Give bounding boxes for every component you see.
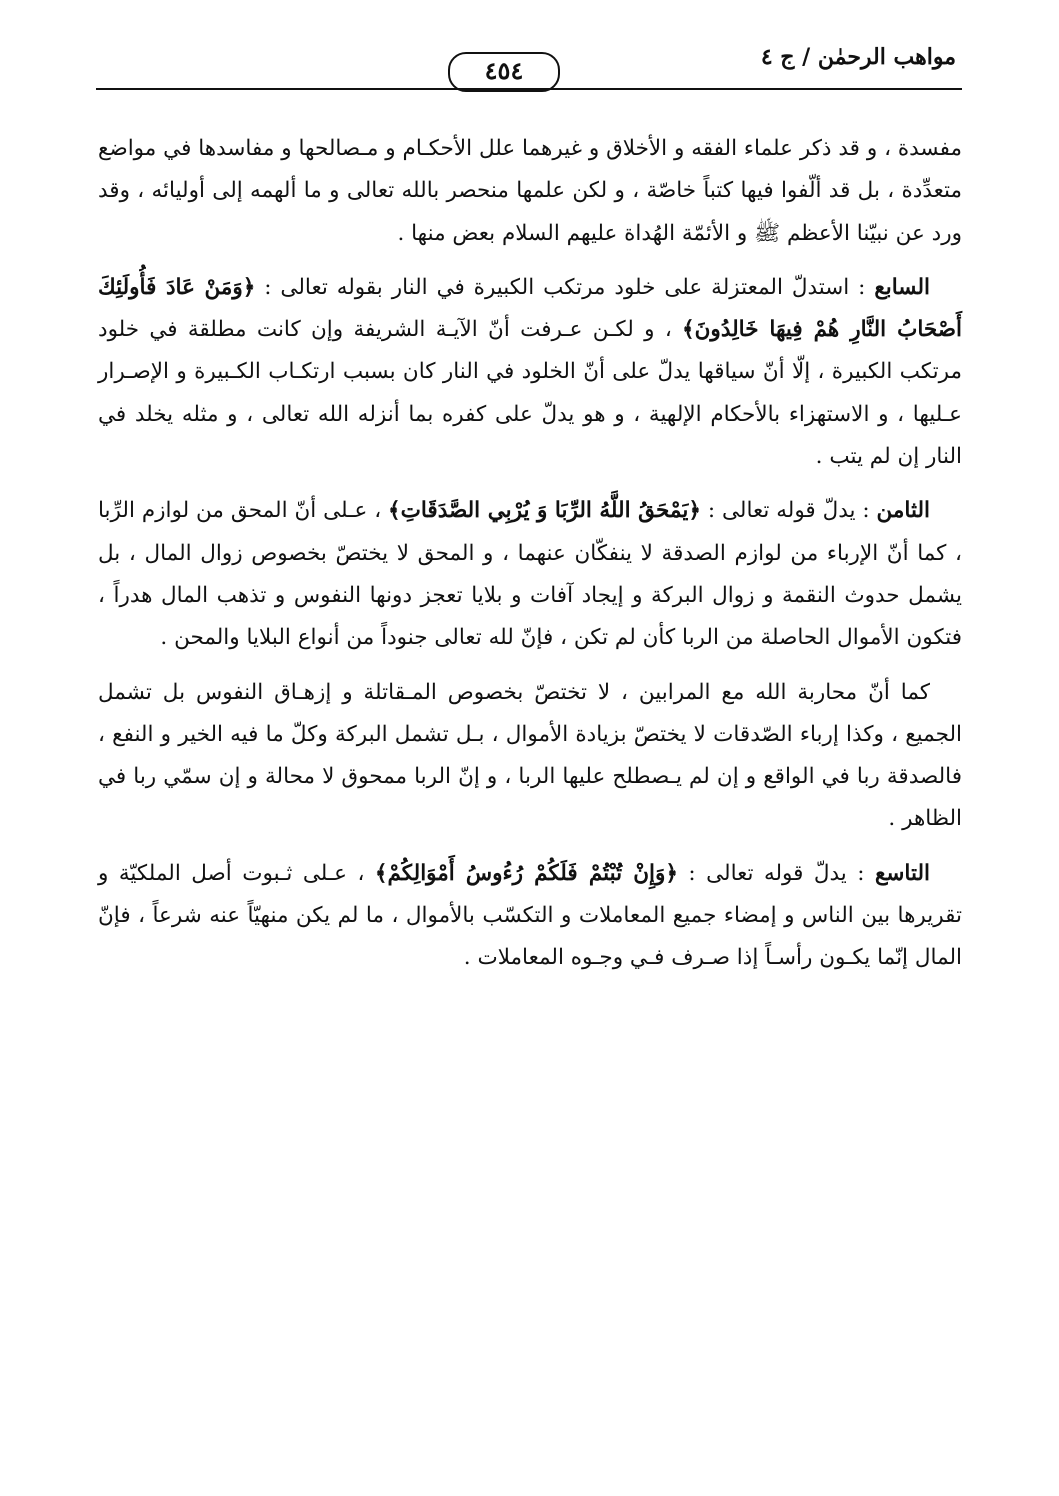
page-body: [98, 128, 962, 980]
paragraph-text: مفسدة ، و قد ذكر علماء الفقه و الأخلاق و غيرهما علل الأحكـام و مـصالحها و مفاسدها في مواضع متعدِّدة ، بل قد ألّفوا فيها كتباً خاصّة ، و لكن علمها منحصر بالله تعالى و ما ألهمه إلى أوليائه ، وقد ورد عن نبيّنا الأعظم ﷺ و الأئمّة الهُداة عليهم السلام بعض منها .: [98, 136, 962, 246]
section-term-seventh: السابع: [874, 274, 931, 300]
paragraph-intro: [98, 128, 962, 255]
section-term-eighth: الثامن: [876, 498, 930, 524]
section-term-ninth: التاسع: [874, 860, 930, 886]
quran-verse: ﴿وَمَنْ عَادَ فَأُولَئِكَ أَصْحَابُ النَّارِ هُمْ فِيهَا خَالِدُونَ﴾: [98, 274, 962, 343]
paragraph-text: : استدلّ المعتزلة على خلود مرتكب الكبيرة في النار بقوله تعالى :: [255, 274, 875, 300]
quran-verse: ﴿وَإِنْ تُبْتُمْ فَلَكُمْ رُءُوسُ أَمْوَالِكُمْ﴾: [374, 860, 678, 886]
paragraph-continuation: [98, 672, 962, 841]
paragraph-eighth: [98, 490, 962, 659]
quran-verse: ﴿يَمْحَقُ اللَّهُ الرِّبَا وَ يُرْبِي الصَّدَقَاتِ﴾: [388, 498, 701, 524]
paragraph-text: ، و لكـن عـرفت أنّ الآيـة الشريفة وإن كانت مطلقة في خلود مرتكب الكبيرة ، إلّا أنّ سياقها يدلّ على أنّ الخلود في النار كان بسبب ارتكـاب الكـبيرة و الإصـرار عـليها ، و الاستهزاء بالأحكام الإلهية ، و هو يدلّ على كفره بما أنزله الله تعالى ، و مثله يخلد في النار إن لم يتب .: [98, 317, 962, 470]
paragraph-text: : يدلّ قوله تعالى :: [700, 498, 877, 524]
running-header: [96, 40, 962, 92]
paragraph-text: ، عـلى ثـبوت أصل الملكيّة و تقريرها بين الناس و إمضاء جميع المعاملات و التكسّب بالأموال ، ما لم يكن منهيّاً عنه شرعاً ، فإنّ المال إنّما يكـون رأسـاً إذا صـرف فـي وجـوه المعاملات .: [98, 860, 962, 971]
paragraph-ninth: [98, 853, 962, 980]
header-rule: [96, 88, 962, 90]
paragraph-text: ، عـلى أنّ المحق من لوازم الرِّبا ، كما أنّ الإرباء من لوازم الصدقة لا ينفكّان عنهما ، و المحق لا يختصّ بخصوص زوال المال ، بل يشمل حدوث النقمة و زوال البركة و إيجاد آفات و بلايا تعجز دونها النفوس و تذهب المال هدراً ، فتكون الأموال الحاصلة من الربا كأن لم تكن ، فإنّ لله تعالى جنوداً من أنواع البلايا والمحن .: [98, 498, 962, 651]
paragraph-text: كما أنّ محاربة الله مع المرابين ، لا تختصّ بخصوص المـقاتلة و إزهـاق النفوس بل تشمل الجميع ، وكذا إرباء الصّدقات لا يختصّ بزيادة الأموال ، بـل تشمل البركة وكلّ ما فيه الخير و النفع ، فالصدقة ربا في الواقع و إن لم يـصطلح عليها الربا ، و إنّ الربا ممحوق لا محالة و إن سمّي ربا في الظاهر .: [98, 679, 962, 832]
page-number: ٤٥٤: [448, 52, 560, 92]
book-title-header: مواهب الرحمٰن / ج ٤: [760, 44, 956, 70]
paragraph-text: : يدلّ قوله تعالى :: [677, 860, 875, 886]
paragraph-seventh: [98, 267, 962, 478]
